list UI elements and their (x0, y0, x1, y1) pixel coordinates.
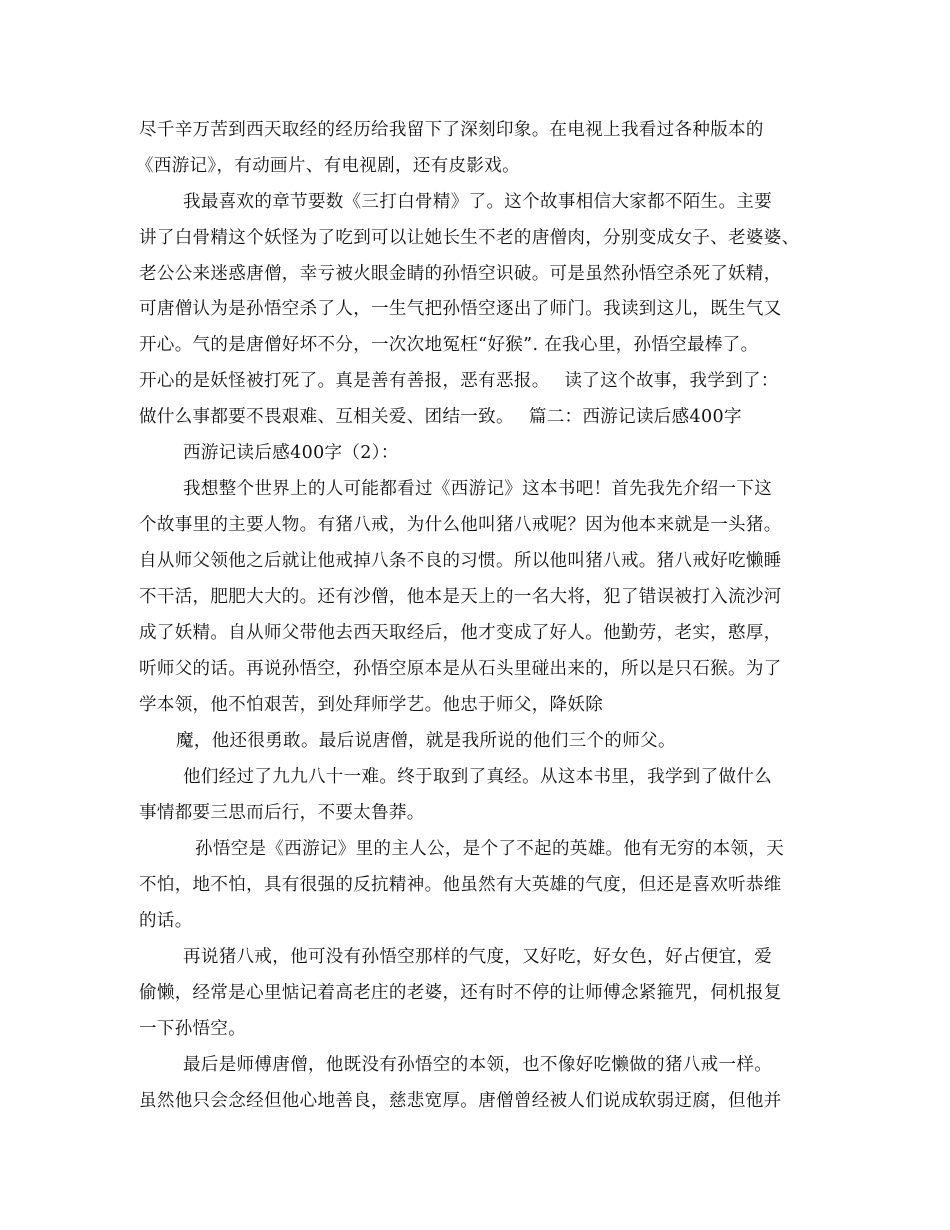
text-line: 老公公来迷惑唐僧，幸亏被火眼金睛的孙悟空识破。可是虽然孙悟空杀死了妖精， (139, 264, 782, 284)
text-line: 的话。 (139, 911, 193, 931)
text-line: 我想整个世界上的人可能都看过《西游记》这本书吧！首先我先介绍一下这 (183, 479, 773, 499)
text-line: 事情都要三思而后行，不要太鲁莽。 (139, 803, 425, 823)
text-line: 自从师父领他之后就让他戒掉八条不良的习惯。所以他叫猪八戒。猪八戒好吃懒睡 (139, 551, 782, 571)
text-line: 魔，他还很勇敢。最后说唐僧，就是我所说的他们三个的师父。 (176, 731, 676, 751)
text-line: 学本领，他不怕艰苦，到处拜师学艺。他忠于师父，降妖除 (139, 695, 604, 715)
text-line: 不怕，地不怕，具有很强的反抗精神。他虽然有大英雄的气度，但还是喜欢听恭维 (139, 875, 782, 895)
text-line: 个故事里的主要人物。有猪八戒，为什么他叫猪八戒呢？因为他本来就是一头猪。 (139, 515, 782, 535)
text-line: 不干活，肥肥大大的。还有沙僧，他本是天上的一名大将，犯了错误被打入流沙河 (139, 587, 782, 607)
text-line: 西游记读后感400字（2）： (183, 443, 399, 463)
text-line: 他们经过了九九八十一难。终于取到了真经。从这本书里，我学到了做什么 (183, 767, 773, 787)
text-line: 尽千辛万苦到西天取经的经历给我留下了深刻印象。在电视上我看过各种版本的 (139, 120, 764, 140)
text-line: 做什么事都要不畏艰难、互相关爱、团结一致。 篇二：西游记读后感400字 (139, 407, 742, 427)
text-line: 《西游记》，有动画片、有电视剧，还有皮影戏。 (136, 156, 520, 176)
text-line: 听师父的话。再说孙悟空，孙悟空原本是从石头里碰出来的，所以是只石猴。为了 (139, 659, 782, 679)
text-line: 再说猪八戒，他可没有孙悟空那样的气度，又好吃，好女色，好占便宜，爱 (183, 947, 773, 967)
text-line: 开心。气的是唐僧好坏不分，一次次地冤枉“好猴”. 在我心里，孙悟空最棒了。 (139, 335, 759, 355)
text-line: 可唐僧认为是孙悟空杀了人，一生气把孙悟空逐出了师门。我读到这儿，既生气又 (139, 299, 782, 319)
text-line: 偷懒，经常是心里惦记着高老庄的老婆，还有时不停的让师傅念紧箍咒，伺机报复 (139, 983, 782, 1003)
text-line: 开心的是妖怪被打死了。真是善有善报，恶有恶报。 读了这个故事，我学到了： (139, 371, 779, 391)
text-line: 最后是师傅唐僧，他既没有孙悟空的本领，也不像好吃懒做的猪八戒一样。 (183, 1055, 773, 1075)
text-line: 讲了白骨精这个妖怪为了吃到可以让她长生不老的唐僧肉，分别变成女子、老婆婆、 (139, 228, 800, 248)
text-line: 孙悟空是《西游记》里的主人公，是个了不起的英雄。他有无穷的本领，天 (195, 839, 785, 859)
text-line: 虽然他只会念经但他心地善良，慈悲宽厚。唐僧曾经被人们说成软弱迂腐，但他并 (139, 1091, 782, 1111)
text-line: 我最喜欢的章节要数《三打白骨精》了。这个故事相信大家都不陌生。主要 (183, 192, 773, 212)
text-line: 一下孙悟空。 (139, 1019, 247, 1039)
text-line: 成了妖精。自从师父带他去西天取经后，他才变成了好人。他勤劳，老实，憨厚， (139, 623, 782, 643)
